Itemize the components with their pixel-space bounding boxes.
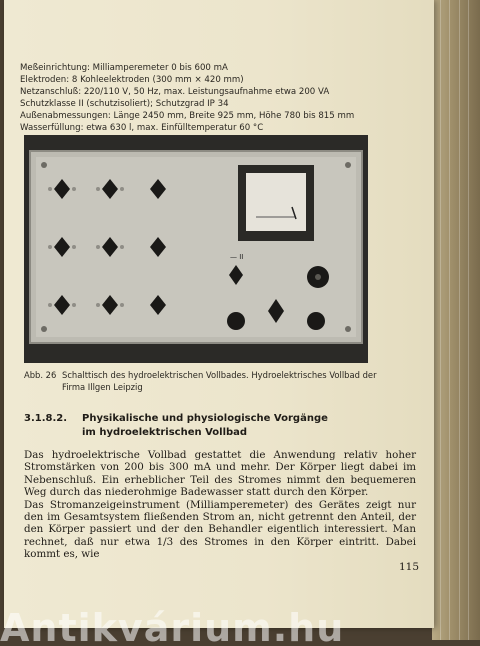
spec-line: Außenabmessungen: Länge 2450 mm, Breite 925 mm, Höhe 780 bis 815 mm	[20, 111, 355, 122]
page-number: 115	[399, 561, 420, 573]
paragraph: Das Stromanzeigeinstrument (Milliamperemeter) des Gerätes zeigt nur den im Gesamtsystem fließenden Strom an, nicht getrennt den Anteil, der den Körper passiert und der den Behandler eigentlich interessiert. Man rechnet, daß nur etwa 1/3 des Stromes in den Körper eintritt. Dabei kommt es, wie	[24, 498, 416, 561]
control-panel-photo	[24, 135, 368, 363]
spec-line: Netzanschluß: 220/110 V, 50 Hz, max. Leistungsaufnahme etwa 200 VA	[20, 87, 330, 98]
spec-line: Schutzklasse II (schutzisoliert); Schutzgrad IP 34	[20, 99, 229, 110]
caption-line: Firma Illgen Leipzig	[62, 381, 143, 392]
spec-line: Elektroden: 8 Kohleelektroden (300 mm × 420 mm)	[20, 75, 244, 86]
meter-label: — II	[230, 253, 244, 261]
section-title-line: Physikalische und physiologische Vorgänge	[82, 413, 328, 424]
section-title-line: im hydroelektrischen Vollbad	[82, 427, 248, 438]
watermark-text: Antikvárium.hu	[0, 606, 345, 646]
book-page	[4, 0, 434, 628]
figure-caption	[24, 370, 424, 393]
caption-line: Schalttisch des hydroelektrischen Vollbades. Hydroelektrisches Vollbad der	[62, 370, 377, 380]
figure-label: Abb. 26	[24, 370, 57, 380]
control-panel-illustration	[24, 135, 368, 363]
technical-specifications	[20, 62, 420, 135]
spec-line: Wasserfüllung: etwa 630 l, max. Einfülltemperatur 60 °C	[20, 123, 264, 134]
section-number: 3.1.8.2.	[24, 413, 68, 424]
book-page-edges	[432, 0, 480, 640]
paragraph: Das hydroelektrische Vollbad gestattet die Anwendung relativ hoher Stromstärken von 200 bis 300 mA und mehr. Der Körper liegt dabei im Nebenschluß. Ein erheblicher Teil des Stromes nimmt den bequemeren Weg durch das niederohmige Badewasser statt durch den Körper.	[24, 449, 416, 499]
body-text	[24, 449, 416, 561]
spec-line: Meßeinrichtung: Milliamperemeter 0 bis 600 mA	[20, 63, 228, 73]
